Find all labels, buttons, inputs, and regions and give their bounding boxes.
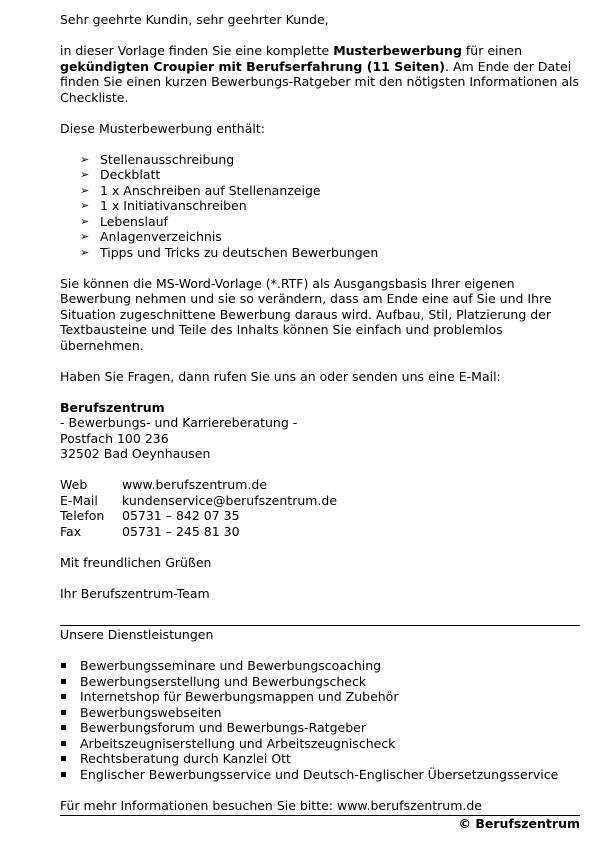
contents-heading: Diese Musterbewerbung enthält: [60, 120, 265, 136]
service-item [60, 689, 580, 705]
contact-row-email [60, 493, 580, 509]
contents-item-label: Tipps und Tricks zu deutschen Bewerbungen [100, 244, 379, 260]
contact-row-web [60, 477, 580, 493]
company-name: Berufszentrum [60, 399, 165, 415]
square-bullet-icon [61, 710, 66, 715]
service-item-label: Bewerbungserstellung und Bewerbungscheck [80, 673, 367, 689]
questions-paragraph: Haben Sie Fragen, dann rufen Sie uns an oder senden uns eine E-Mail: [60, 368, 501, 384]
contact-key: Web [60, 477, 88, 492]
contents-item [80, 152, 580, 168]
contents-list [60, 152, 580, 261]
square-bullet-icon [61, 694, 66, 699]
service-item-label: Bewerbungsforum und Bewerbungs-Ratgeber [80, 720, 366, 735]
intro-bold-2: gekündigten Croupier mit Berufserfahrung (11 Seiten) [60, 58, 446, 74]
service-item-label: Rechtsberatung durch Kanzlei Ott [80, 751, 291, 766]
intro-bold-1: Musterbewerbung [333, 43, 462, 58]
service-item-label: Bewerbungsseminare und Bewerbungscoaching [80, 658, 382, 673]
service-item [60, 751, 580, 767]
service-item-label: Englischer Bewerbungsservice und Deutsch-Englischer Übersetzungsservice [80, 766, 559, 782]
contents-item-label: Anlagenverzeichnis [100, 229, 222, 244]
service-item-label: Arbeitszeugniserstellung und Arbeitszeugnischeck [80, 735, 396, 751]
company-pobox: Postfach 100 236 [60, 430, 169, 446]
contents-item-label: 1 x Anschreiben auf Stellenanzeige [100, 182, 321, 198]
contact-row-fax [60, 524, 580, 540]
fax-number: 05731 – 245 81 30 [122, 523, 240, 539]
service-item-label: Internetshop für Bewerbungsmappen und Zubehör [80, 689, 399, 704]
square-bullet-icon [61, 741, 66, 746]
template-paragraph: Sie können die MS-Word-Vorlage (*.RTF) als Ausgangsbasis Ihrer eigenen Bewerbung nehmen und sie so verändern, dass am Ende eine auf Sie und Ihre Situation zugeschnittene Bewerbung daraus wird. Aufbau, Stil, Platzierung der Textbausteine und Teile des Inhalts können Sie einfach und problemlos übernehmen. [60, 275, 552, 353]
divider [60, 625, 580, 626]
intro-text-2: für einen [461, 43, 523, 58]
contents-item-label: 1 x Initiativanschreiben [100, 198, 247, 213]
signature: Ihr Berufszentrum-Team [60, 585, 210, 601]
contact-key: Telefon [60, 508, 105, 523]
company-city: 32502 Bad Oeynhausen [60, 446, 211, 461]
more-info: Für mehr Informationen besuchen Sie bitte: www.berufszentrum.de [60, 797, 482, 813]
contents-item-label: Lebenslauf [100, 213, 168, 229]
contents-item [80, 245, 580, 261]
service-item [60, 658, 580, 674]
salutation: Sehr geehrte Kundin, sehr geehrter Kunde, [60, 12, 329, 27]
closing: Mit freundlichen Grüßen [60, 554, 212, 570]
document-page [60, 12, 580, 832]
contact-key: Fax [60, 523, 82, 539]
company-tagline: - Bewerbungs- und Karriereberatung - [60, 415, 298, 430]
square-bullet-icon [61, 679, 66, 684]
service-item [60, 674, 580, 690]
contact-key: E-Mail [60, 492, 98, 508]
intro-text-3: . Am Ende der Datei finden Sie einen kurzen Bewerbungs-Ratgeber mit den nötigsten Informationen als Checkliste. [60, 58, 580, 105]
square-bullet-icon [61, 663, 66, 668]
intro-paragraph [60, 43, 580, 105]
arrow-bullet-icon: ➢ [80, 214, 90, 228]
contents-item [80, 229, 580, 245]
service-item-label: Bewerbungswebseiten [80, 704, 222, 720]
intro-text-1: in dieser Vorlage finden Sie eine komplette [60, 43, 334, 58]
contents-item [80, 183, 580, 199]
contents-item [80, 198, 580, 214]
web-link[interactable]: www.berufszentrum.de [122, 477, 268, 492]
phone-number: 05731 – 842 07 35 [122, 508, 240, 523]
contents-item [80, 167, 580, 183]
arrow-bullet-icon: ➢ [80, 230, 90, 243]
service-item [60, 720, 580, 736]
service-item [60, 736, 580, 752]
contents-item [80, 214, 580, 230]
arrow-bullet-icon: ➢ [80, 245, 90, 259]
square-bullet-icon [61, 725, 66, 730]
arrow-bullet-icon: ➢ [80, 183, 90, 197]
arrow-bullet-icon: ➢ [80, 152, 90, 166]
contact-block [60, 477, 580, 539]
square-bullet-icon [61, 756, 66, 761]
contact-row-phone [60, 508, 580, 524]
services-list [60, 658, 580, 782]
service-item [60, 705, 580, 721]
service-item [60, 767, 580, 783]
email-link[interactable]: kundenservice@berufszentrum.de [122, 492, 338, 508]
copyright: © Berufszentrum [458, 816, 580, 831]
arrow-bullet-icon: ➢ [80, 199, 90, 212]
arrow-bullet-icon: ➢ [80, 168, 90, 181]
contents-item-label: Deckblatt [100, 167, 161, 182]
square-bullet-icon [61, 772, 66, 777]
services-heading: Unsere Dienstleistungen [60, 627, 214, 642]
contents-item-label: Stellenausschreibung [100, 151, 235, 167]
